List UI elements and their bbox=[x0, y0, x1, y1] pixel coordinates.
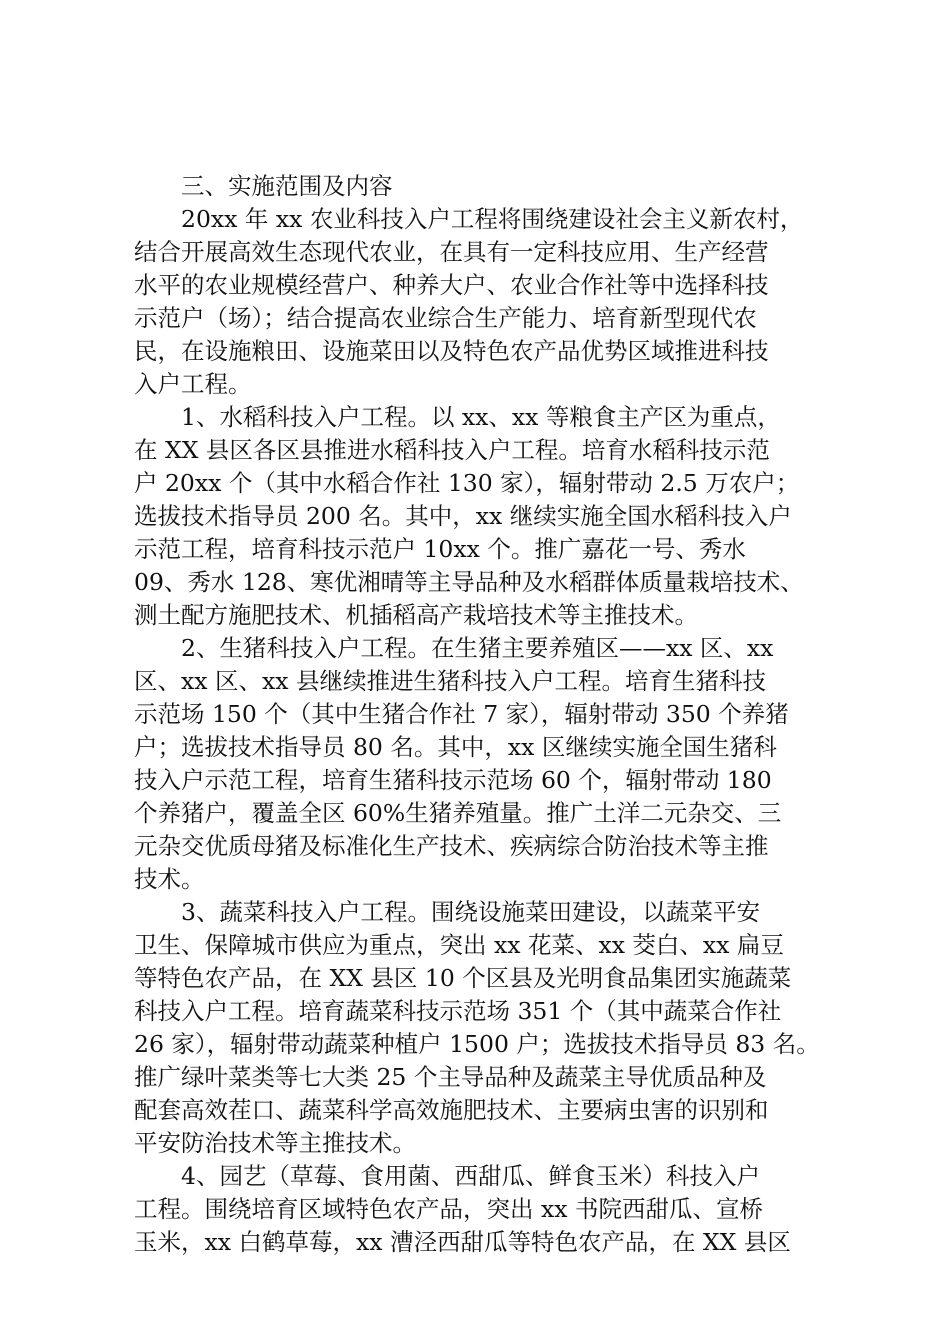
paragraph-line: 科技入户工程。培育蔬菜科技示范场 351 个（其中蔬菜合作社 bbox=[134, 997, 782, 1025]
paragraph-line: 玉米，xx 白鹤草莓，xx 漕泾西甜瓜等特色农产品，在 XX 县区 bbox=[134, 1228, 791, 1256]
paragraph-line: 元杂交优质母猪及标准化生产技术、疾病综合防治技术等主推 bbox=[134, 832, 769, 860]
document-body bbox=[134, 170, 824, 1259]
paragraph-line: 等特色农产品，在 XX 县区 10 个区县及光明食品集团实施蔬菜 bbox=[134, 964, 792, 992]
paragraph-line: 09、秀水 128、寒优湘晴等主导品种及水稻群体质量栽培技术、 bbox=[134, 568, 804, 596]
paragraph-line: 技入户示范工程，培育生猪科技示范场 60 个，辐射带动 180 bbox=[134, 766, 772, 794]
paragraph-line: 个养猪户，覆盖全区 60%生猪养殖量。推广土洋二元杂交、三 bbox=[134, 799, 782, 827]
paragraph-line: 选拔技术指导员 200 名。其中，xx 继续实施全国水稻科技入户 bbox=[134, 502, 792, 530]
paragraph-line: 区、xx 区、xx 县继续推进生猪科技入户工程。培育生猪科技 bbox=[134, 667, 766, 695]
paragraph-line: 示范场 150 个（其中生猪合作社 7 家），辐射带动 350 个养猪 bbox=[134, 700, 789, 728]
paragraph-line: 4、园艺（草莓、食用菌、西甜瓜、鲜食玉米）科技入户 bbox=[181, 1162, 760, 1190]
paragraph-line: 卫生、保障城市供应为重点，突出 xx 花菜、xx 茭白、xx 扁豆 bbox=[134, 931, 784, 959]
paragraph-line: 平安防治技术等主推技术。 bbox=[134, 1129, 416, 1157]
paragraph-line: 3、蔬菜科技入户工程。围绕设施菜田建设，以蔬菜平安 bbox=[181, 898, 760, 926]
paragraph-line: 示范工程，培育科技示范户 10xx 个。推广嘉花一号、秀水 bbox=[134, 535, 746, 563]
paragraph-line: 民，在设施粮田、设施菜田以及特色农产品优势区域推进科技 bbox=[134, 337, 769, 365]
paragraph-line: 户 20xx 个（其中水稻合作社 130 家），辐射带动 2.5 万农户； bbox=[134, 469, 800, 497]
paragraph-line: 水平的农业规模经营户、种养大户、农业合作社等中选择科技 bbox=[134, 271, 769, 299]
paragraph-line: 工程。围绕培育区域特色农产品，突出 xx 书院西甜瓜、宣桥 bbox=[134, 1195, 763, 1223]
paragraph-line: 26 家），辐射带动蔬菜种植户 1500 户；选拔技术指导员 83 名。 bbox=[134, 1030, 820, 1058]
paragraph-line: 推广绿叶菜类等七大类 25 个主导品种及蔬菜主导优质品种及 bbox=[134, 1063, 767, 1091]
paragraph-line: 测土配方施肥技术、机插稻高产栽培技术等主推技术。 bbox=[134, 601, 698, 629]
paragraph-line: 20xx 年 xx 农业科技入户工程将围绕建设社会主义新农村， bbox=[181, 205, 804, 233]
paragraph-line: 技术。 bbox=[134, 865, 205, 893]
paragraph-line: 1、水稻科技入户工程。以 xx、xx 等粮食主产区为重点， bbox=[181, 403, 781, 431]
paragraph-line: 示范户（场）；结合提高农业综合生产能力、培育新型现代农 bbox=[134, 304, 757, 332]
paragraph-line: 配套高效茬口、蔬菜科学高效施肥技术、主要病虫害的识别和 bbox=[134, 1096, 769, 1124]
paragraph-line: 在 XX 县区各区县推进水稻科技入户工程。培育水稻科技示范 bbox=[134, 436, 770, 464]
paragraph-line: 2、生猪科技入户工程。在生猪主要养殖区——xx 区、xx bbox=[181, 634, 774, 662]
paragraph-line: 入户工程。 bbox=[134, 370, 252, 398]
section-heading: 三、实施范围及内容 bbox=[181, 172, 393, 200]
paragraph-line: 户；选拔技术指导员 80 名。其中，xx 区继续实施全国生猪科 bbox=[134, 733, 777, 761]
paragraph-line: 结合开展高效生态现代农业，在具有一定科技应用、生产经营 bbox=[134, 238, 769, 266]
